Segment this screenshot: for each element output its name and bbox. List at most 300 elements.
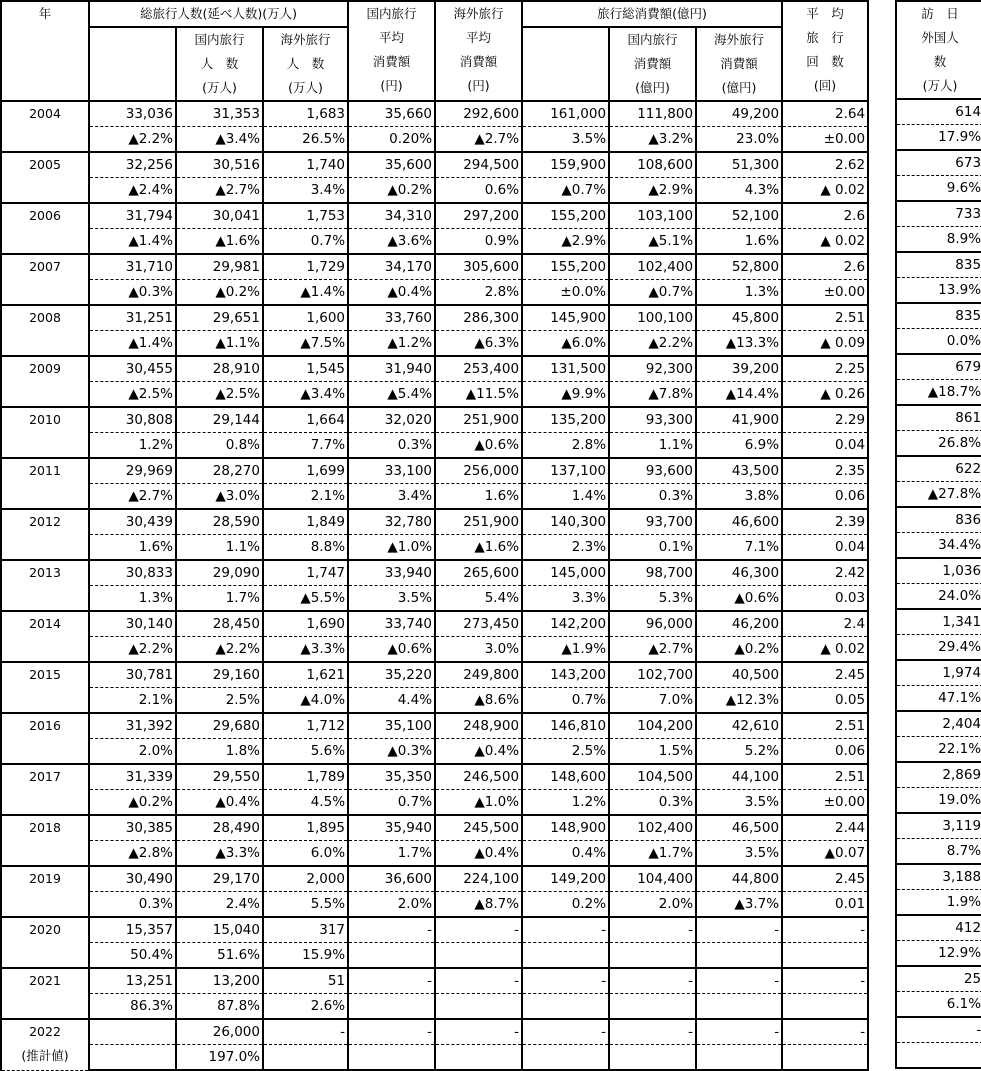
overseas-travelers-change: ▲7.5% xyxy=(263,331,348,357)
domestic-travelers-value: 29,651 xyxy=(176,305,263,331)
year-label: 2018 xyxy=(29,820,61,835)
table-row-values xyxy=(896,915,981,941)
overseas-spend-change: 7.1% xyxy=(696,535,782,561)
avg-trips-change xyxy=(782,943,868,969)
total-travelers-change: 86.3% xyxy=(89,994,176,1020)
year-cell xyxy=(1,560,89,611)
domestic-travelers-change: 0.8% xyxy=(176,433,263,459)
domestic-avg-spend-change: 4.4% xyxy=(348,688,435,714)
table-row-values xyxy=(896,558,981,584)
overseas-avg-spend-value: - xyxy=(435,968,522,994)
table-row-changes xyxy=(1,688,868,714)
overseas-spend-value: 40,500 xyxy=(696,662,782,688)
avg-trips-change: ▲ 0.26 xyxy=(782,382,868,408)
year-label: (推計値) xyxy=(21,1048,69,1063)
overseas-travelers-change: ▲4.0% xyxy=(263,688,348,714)
overseas-travelers-change: 7.7% xyxy=(263,433,348,459)
domestic-spend-change xyxy=(609,943,696,969)
domestic-spend-value: 104,400 xyxy=(609,866,696,892)
domestic-travelers-change: ▲2.7% xyxy=(176,178,263,204)
overseas-spend-value: 43,500 xyxy=(696,458,782,484)
header-overseas-travelers: 海外旅行 人 数 (万人) xyxy=(263,27,348,101)
avg-trips-change: 0.03 xyxy=(782,586,868,612)
year-cell xyxy=(1,968,89,1019)
inbound-visitors-change xyxy=(896,1043,981,1069)
total-spend-change xyxy=(522,943,609,969)
domestic-travelers-value: 13,200 xyxy=(176,968,263,994)
domestic-avg-spend-change xyxy=(348,994,435,1020)
domestic-travelers-change: 2.4% xyxy=(176,892,263,918)
domestic-travelers-change: ▲3.0% xyxy=(176,484,263,510)
overseas-avg-spend-value: 256,000 xyxy=(435,458,522,484)
inbound-visitors-change: 8.9% xyxy=(896,227,981,253)
avg-trips-change: 0.04 xyxy=(782,535,868,561)
table-row-changes xyxy=(1,535,868,561)
table-row-changes xyxy=(1,178,868,204)
domestic-travelers-change: 1.1% xyxy=(176,535,263,561)
year-cell xyxy=(1,815,89,866)
overseas-avg-spend-change: ▲8.7% xyxy=(435,892,522,918)
table-row-changes xyxy=(1,892,868,918)
domestic-spend-value: 104,200 xyxy=(609,713,696,739)
inbound-visitors-change: ▲27.8% xyxy=(896,482,981,508)
total-travelers-value: 31,794 xyxy=(89,203,176,229)
overseas-spend-change: 6.9% xyxy=(696,433,782,459)
inbound-visitors-change: 13.9% xyxy=(896,278,981,304)
domestic-avg-spend-change: 0.20% xyxy=(348,127,435,153)
avg-trips-value: - xyxy=(782,968,868,994)
inbound-visitors-value: 835 xyxy=(896,303,981,329)
overseas-travelers-change: 5.6% xyxy=(263,739,348,765)
total-spend-value: 155,200 xyxy=(522,203,609,229)
table-row-values xyxy=(1,662,868,688)
overseas-travelers-value: 51 xyxy=(263,968,348,994)
domestic-avg-spend-change: 3.5% xyxy=(348,586,435,612)
domestic-avg-spend-change: 3.4% xyxy=(348,484,435,510)
total-spend-value: 148,900 xyxy=(522,815,609,841)
table-row-changes xyxy=(1,739,868,765)
domestic-travelers-value: 29,090 xyxy=(176,560,263,586)
year-cell xyxy=(1,1019,89,1070)
overseas-avg-spend-value: 305,600 xyxy=(435,254,522,280)
table-row-values xyxy=(1,305,868,331)
table-row-values xyxy=(896,711,981,737)
domestic-travelers-value: 30,516 xyxy=(176,152,263,178)
year-cell xyxy=(1,611,89,662)
total-spend-value: 149,200 xyxy=(522,866,609,892)
domestic-avg-spend-value: 35,600 xyxy=(348,152,435,178)
inbound-visitors-change: 8.7% xyxy=(896,839,981,865)
domestic-travelers-change: ▲2.5% xyxy=(176,382,263,408)
overseas-travelers-value: - xyxy=(263,1019,348,1045)
inbound-visitors-value: 1,341 xyxy=(896,609,981,635)
header-domestic-avg-spend: 国内旅行 平均 消費額 (円) xyxy=(348,1,435,101)
year-label: 2013 xyxy=(29,565,61,580)
overseas-travelers-change: 8.8% xyxy=(263,535,348,561)
overseas-spend-change: ▲0.2% xyxy=(696,637,782,663)
table-row-changes xyxy=(896,482,981,508)
total-spend-value: 137,100 xyxy=(522,458,609,484)
total-spend-value: 131,500 xyxy=(522,356,609,382)
total-spend-value: 146,810 xyxy=(522,713,609,739)
overseas-spend-value: 41,900 xyxy=(696,407,782,433)
total-spend-value: 161,000 xyxy=(522,101,609,127)
domestic-travelers-change: 1.8% xyxy=(176,739,263,765)
table-row-changes xyxy=(896,227,981,253)
overseas-travelers-value: 1,712 xyxy=(263,713,348,739)
overseas-avg-spend-value: 245,500 xyxy=(435,815,522,841)
overseas-travelers-value: 317 xyxy=(263,917,348,943)
total-spend-change: 1.4% xyxy=(522,484,609,510)
domestic-spend-change xyxy=(609,1045,696,1071)
overseas-spend-change: 1.3% xyxy=(696,280,782,306)
overseas-spend-change: 4.3% xyxy=(696,178,782,204)
total-travelers-value: 13,251 xyxy=(89,968,176,994)
inbound-visitors-value: 835 xyxy=(896,252,981,278)
overseas-avg-spend-value: 251,900 xyxy=(435,509,522,535)
year-label: 2006 xyxy=(29,208,61,223)
table-row-changes xyxy=(1,280,868,306)
domestic-spend-change: 1.1% xyxy=(609,433,696,459)
total-spend-value: 155,200 xyxy=(522,254,609,280)
overseas-spend-value: 44,800 xyxy=(696,866,782,892)
avg-trips-change: ▲ 0.02 xyxy=(782,178,868,204)
inbound-visitors-value: 3,188 xyxy=(896,864,981,890)
inbound-visitors-value: 836 xyxy=(896,507,981,533)
year-label: 2011 xyxy=(29,463,61,478)
table-row-changes xyxy=(896,278,981,304)
overseas-avg-spend-value: 273,450 xyxy=(435,611,522,637)
overseas-spend-change xyxy=(696,943,782,969)
table-row-values xyxy=(1,917,868,943)
overseas-avg-spend-value: 224,100 xyxy=(435,866,522,892)
domestic-spend-change: 5.3% xyxy=(609,586,696,612)
overseas-spend-value: - xyxy=(696,917,782,943)
domestic-avg-spend-change: ▲0.6% xyxy=(348,637,435,663)
domestic-avg-spend-value: 33,940 xyxy=(348,560,435,586)
overseas-avg-spend-change: ▲0.4% xyxy=(435,739,522,765)
table-row-values xyxy=(1,713,868,739)
header-domestic-travelers: 国内旅行 人 数 (万人) xyxy=(176,27,263,101)
total-spend-value: 143,200 xyxy=(522,662,609,688)
overseas-avg-spend-change: ▲8.6% xyxy=(435,688,522,714)
avg-trips-change: ▲ 0.02 xyxy=(782,229,868,255)
avg-trips-change: 0.05 xyxy=(782,688,868,714)
domestic-avg-spend-value: 32,020 xyxy=(348,407,435,433)
table-row-changes xyxy=(896,125,981,151)
inbound-visitors-value: 25 xyxy=(896,966,981,992)
domestic-spend-value: 104,500 xyxy=(609,764,696,790)
domestic-spend-value: 93,600 xyxy=(609,458,696,484)
table-row-values xyxy=(1,611,868,637)
overseas-avg-spend-change: ▲0.4% xyxy=(435,841,522,867)
table-row-changes xyxy=(896,533,981,559)
domestic-spend-change: ▲0.7% xyxy=(609,280,696,306)
overseas-spend-value: 46,300 xyxy=(696,560,782,586)
total-travelers-value: 31,392 xyxy=(89,713,176,739)
total-spend-value: - xyxy=(522,1019,609,1045)
year-label: 2012 xyxy=(29,514,61,529)
overseas-travelers-value: 1,690 xyxy=(263,611,348,637)
avg-trips-value: 2.51 xyxy=(782,764,868,790)
total-travelers-value xyxy=(89,1019,176,1045)
table-row-values xyxy=(1,458,868,484)
table-row-changes xyxy=(896,890,981,916)
total-spend-value: 140,300 xyxy=(522,509,609,535)
overseas-avg-spend-value: 265,600 xyxy=(435,560,522,586)
overseas-spend-value: - xyxy=(696,1019,782,1045)
year-cell xyxy=(1,101,89,152)
inbound-visitors-value: 1,974 xyxy=(896,660,981,686)
domestic-spend-change: ▲7.8% xyxy=(609,382,696,408)
table-row-values xyxy=(1,254,868,280)
overseas-spend-value: 52,800 xyxy=(696,254,782,280)
domestic-travelers-value: 26,000 xyxy=(176,1019,263,1045)
table-row-changes xyxy=(1,637,868,663)
overseas-travelers-value: 2,000 xyxy=(263,866,348,892)
inbound-visitors-value: 733 xyxy=(896,201,981,227)
table-row-values xyxy=(896,354,981,380)
overseas-avg-spend-change xyxy=(435,1045,522,1071)
year-label: 2019 xyxy=(29,871,61,886)
domestic-spend-value: 93,300 xyxy=(609,407,696,433)
inbound-visitors-change: 9.6% xyxy=(896,176,981,202)
domestic-spend-change: ▲3.2% xyxy=(609,127,696,153)
overseas-travelers-value: 1,753 xyxy=(263,203,348,229)
table-row-values xyxy=(896,609,981,635)
overseas-avg-spend-value: 251,900 xyxy=(435,407,522,433)
total-travelers-change: 2.1% xyxy=(89,688,176,714)
overseas-spend-value: 46,200 xyxy=(696,611,782,637)
domestic-spend-value: 96,000 xyxy=(609,611,696,637)
avg-trips-change: ▲ 0.02 xyxy=(782,637,868,663)
domestic-spend-change: ▲1.7% xyxy=(609,841,696,867)
avg-trips-value: 2.45 xyxy=(782,866,868,892)
table-row-changes xyxy=(1,994,868,1020)
overseas-spend-change xyxy=(696,1045,782,1071)
total-travelers-change: ▲2.2% xyxy=(89,127,176,153)
avg-trips-change xyxy=(782,994,868,1020)
domestic-avg-spend-change xyxy=(348,1045,435,1071)
overseas-travelers-change: 15.9% xyxy=(263,943,348,969)
overseas-travelers-value: 1,895 xyxy=(263,815,348,841)
overseas-travelers-change: ▲5.5% xyxy=(263,586,348,612)
avg-trips-value: 2.44 xyxy=(782,815,868,841)
domestic-spend-value: 92,300 xyxy=(609,356,696,382)
overseas-spend-change: 3.8% xyxy=(696,484,782,510)
overseas-avg-spend-change: ▲0.6% xyxy=(435,433,522,459)
avg-trips-change: ▲0.07 xyxy=(782,841,868,867)
domestic-spend-value: 111,800 xyxy=(609,101,696,127)
total-travelers-change: 50.4% xyxy=(89,943,176,969)
overseas-travelers-change: ▲3.4% xyxy=(263,382,348,408)
domestic-avg-spend-value: 33,760 xyxy=(348,305,435,331)
overseas-travelers-change: ▲1.4% xyxy=(263,280,348,306)
domestic-spend-change: ▲2.9% xyxy=(609,178,696,204)
year-cell xyxy=(1,356,89,407)
year-label: 2014 xyxy=(29,616,61,631)
year-cell xyxy=(1,458,89,509)
overseas-avg-spend-change: 0.9% xyxy=(435,229,522,255)
overseas-spend-value: 42,610 xyxy=(696,713,782,739)
domestic-spend-change: 0.3% xyxy=(609,790,696,816)
overseas-avg-spend-change: 1.6% xyxy=(435,484,522,510)
domestic-spend-value: 102,400 xyxy=(609,254,696,280)
table-row-values xyxy=(896,303,981,329)
year-label: 2009 xyxy=(29,361,61,376)
overseas-travelers-change: 3.4% xyxy=(263,178,348,204)
domestic-travelers-value: 30,041 xyxy=(176,203,263,229)
avg-trips-change: 0.06 xyxy=(782,484,868,510)
table-row-values xyxy=(896,762,981,788)
overseas-avg-spend-change xyxy=(435,943,522,969)
year-label: 2022 xyxy=(29,1024,61,1039)
total-travelers-change xyxy=(89,1045,176,1071)
total-spend-value: 142,200 xyxy=(522,611,609,637)
inbound-visitors-change: 24.0% xyxy=(896,584,981,610)
total-travelers-change: ▲0.2% xyxy=(89,790,176,816)
inbound-visitors-value: 2,404 xyxy=(896,711,981,737)
overseas-spend-value: 46,600 xyxy=(696,509,782,535)
overseas-spend-change: ▲12.3% xyxy=(696,688,782,714)
table-row-changes xyxy=(1,1045,868,1071)
table-row-changes xyxy=(1,331,868,357)
header-overseas-avg-spend: 海外旅行 平均 消費額 (円) xyxy=(435,1,522,101)
overseas-avg-spend-change xyxy=(435,994,522,1020)
year-cell xyxy=(1,713,89,764)
table-row-values xyxy=(896,201,981,227)
overseas-travelers-value: 1,600 xyxy=(263,305,348,331)
avg-trips-value: 2.6 xyxy=(782,254,868,280)
avg-trips-value: 2.6 xyxy=(782,203,868,229)
table-row-values xyxy=(896,966,981,992)
year-label: 2017 xyxy=(29,769,61,784)
domestic-avg-spend-value: 33,100 xyxy=(348,458,435,484)
total-spend-change: ▲6.0% xyxy=(522,331,609,357)
domestic-spend-change: 0.1% xyxy=(609,535,696,561)
overseas-travelers-change: 5.5% xyxy=(263,892,348,918)
domestic-avg-spend-change: ▲0.4% xyxy=(348,280,435,306)
inbound-visitors-change: ▲18.7% xyxy=(896,380,981,406)
table-row-values xyxy=(1,764,868,790)
table-row-values xyxy=(1,101,868,127)
domestic-travelers-change: ▲0.2% xyxy=(176,280,263,306)
domestic-spend-value: - xyxy=(609,917,696,943)
inbound-visitors-change: 17.9% xyxy=(896,125,981,151)
overseas-avg-spend-change: 3.0% xyxy=(435,637,522,663)
year-label: 2021 xyxy=(29,973,61,988)
year-label: 2010 xyxy=(29,412,61,427)
total-travelers-change: ▲2.5% xyxy=(89,382,176,408)
inbound-visitors-change: 6.1% xyxy=(896,992,981,1018)
overseas-spend-change: ▲13.3% xyxy=(696,331,782,357)
domestic-spend-value: - xyxy=(609,1019,696,1045)
total-spend-change: 0.4% xyxy=(522,841,609,867)
domestic-spend-change: 0.3% xyxy=(609,484,696,510)
table-row-values xyxy=(896,405,981,431)
total-spend-change: 1.2% xyxy=(522,790,609,816)
total-spend-change: ▲2.9% xyxy=(522,229,609,255)
overseas-avg-spend-value: 292,600 xyxy=(435,101,522,127)
total-travelers-value: 31,710 xyxy=(89,254,176,280)
domestic-avg-spend-value: 32,780 xyxy=(348,509,435,535)
domestic-spend-value: 103,100 xyxy=(609,203,696,229)
domestic-travelers-value: 28,590 xyxy=(176,509,263,535)
overseas-avg-spend-value: - xyxy=(435,917,522,943)
table-row-values xyxy=(1,1019,868,1045)
table-row-changes xyxy=(1,229,868,255)
header-overseas-spend: 海外旅行 消費額 (億円) xyxy=(696,27,782,101)
total-spend-change: 0.7% xyxy=(522,688,609,714)
table-row-changes xyxy=(896,380,981,406)
inbound-visitors-value: 622 xyxy=(896,456,981,482)
total-travelers-change: ▲1.4% xyxy=(89,229,176,255)
avg-trips-change xyxy=(782,1045,868,1071)
year-cell xyxy=(1,866,89,917)
overseas-travelers-value: 1,849 xyxy=(263,509,348,535)
table-row-changes xyxy=(1,484,868,510)
header-total-spend-blank xyxy=(522,27,609,101)
domestic-spend-change: 1.5% xyxy=(609,739,696,765)
table-row-values xyxy=(1,866,868,892)
total-spend-change: 2.5% xyxy=(522,739,609,765)
year-label: 2016 xyxy=(29,718,61,733)
overseas-spend-change: ▲0.6% xyxy=(696,586,782,612)
inbound-visitors-value: 3,119 xyxy=(896,813,981,839)
overseas-avg-spend-value: - xyxy=(435,1019,522,1045)
table-row-changes xyxy=(896,176,981,202)
avg-trips-value: 2.25 xyxy=(782,356,868,382)
year-label: 2005 xyxy=(29,157,61,172)
total-travelers-change: ▲2.8% xyxy=(89,841,176,867)
year-cell xyxy=(1,203,89,254)
overseas-travelers-value: 1,740 xyxy=(263,152,348,178)
overseas-travelers-change: 26.5% xyxy=(263,127,348,153)
domestic-spend-value: 93,700 xyxy=(609,509,696,535)
avg-trips-change: 0.04 xyxy=(782,433,868,459)
domestic-spend-change: ▲2.7% xyxy=(609,637,696,663)
year-label: 2007 xyxy=(29,259,61,274)
inbound-visitors-change: 26.8% xyxy=(896,431,981,457)
domestic-avg-spend-change: ▲5.4% xyxy=(348,382,435,408)
total-travelers-change: ▲2.7% xyxy=(89,484,176,510)
year-cell xyxy=(1,917,89,968)
table-row-values xyxy=(896,660,981,686)
header-total-spend: 旅行総消費額(億円) xyxy=(522,1,782,27)
domestic-avg-spend-value: 36,600 xyxy=(348,866,435,892)
overseas-avg-spend-change: ▲1.6% xyxy=(435,535,522,561)
overseas-travelers-change: 2.6% xyxy=(263,994,348,1020)
domestic-spend-value: 102,400 xyxy=(609,815,696,841)
overseas-travelers-change: 0.7% xyxy=(263,229,348,255)
overseas-travelers-value: 1,699 xyxy=(263,458,348,484)
total-spend-change: ±0.0% xyxy=(522,280,609,306)
overseas-spend-value: 52,100 xyxy=(696,203,782,229)
overseas-avg-spend-change: ▲1.0% xyxy=(435,790,522,816)
total-spend-value: - xyxy=(522,917,609,943)
total-travelers-change: 2.0% xyxy=(89,739,176,765)
domestic-travelers-value: 15,040 xyxy=(176,917,263,943)
domestic-avg-spend-value: 35,350 xyxy=(348,764,435,790)
total-spend-value: 159,900 xyxy=(522,152,609,178)
overseas-avg-spend-value: 248,900 xyxy=(435,713,522,739)
inbound-visitors-value: 1,036 xyxy=(896,558,981,584)
domestic-avg-spend-value: 33,740 xyxy=(348,611,435,637)
domestic-avg-spend-value: - xyxy=(348,968,435,994)
header-total-travelers: 総旅行人数(延べ人数)(万人) xyxy=(89,1,348,27)
domestic-travelers-change: 2.5% xyxy=(176,688,263,714)
inbound-visitors-value: - xyxy=(896,1017,981,1043)
